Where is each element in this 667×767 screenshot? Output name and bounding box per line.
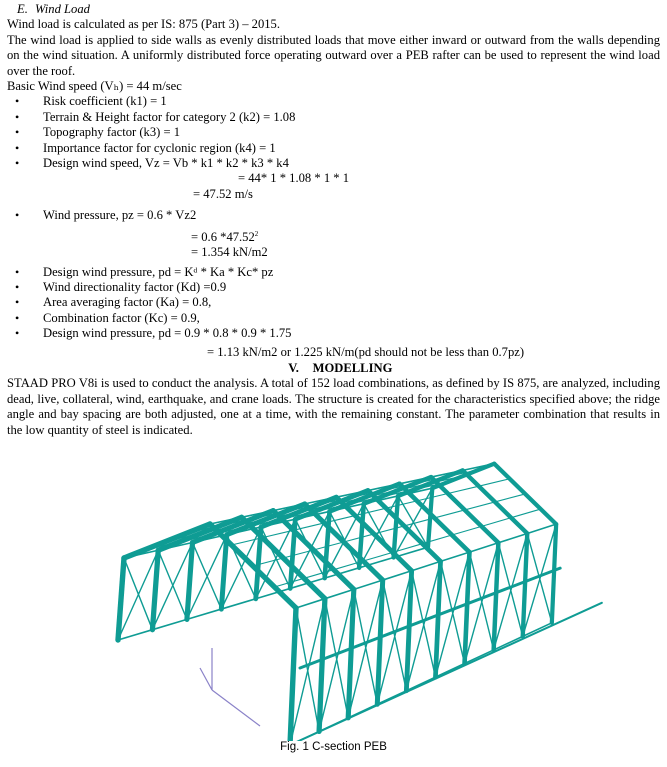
pressure-calc-text: = 0.6 *47.52 [191,229,255,244]
axis-triad [200,648,260,726]
list-item: • Importance factor for cyclonic region (k4) = 1 [7,141,660,156]
axis-x-line [212,690,260,726]
purlin [482,518,512,527]
figure-caption: Fig. 1 C-section PEB [280,741,387,753]
bracing [124,558,152,630]
purlin [469,543,498,552]
pressure-result-line: = 1.354 kN/m2 [191,245,268,260]
purlin [527,524,556,533]
purlin [296,599,325,608]
bracing [296,608,319,731]
list-item: • Area averaging factor (Ka) = 0.8, [7,295,660,310]
purlin [498,533,527,542]
list-item: • Design wind pressure, pd = 0.9 * 0.8 * 0.9 * 1.75 [7,326,660,341]
peb-structure-figure [100,458,610,741]
purlin [118,630,152,640]
purlin [152,619,186,629]
purlin [434,510,464,518]
purlin [325,589,354,598]
wind-speed-factors-list [7,94,660,171]
purlin [465,650,494,664]
purlin [494,636,523,650]
pressure-calc-line [7,230,660,245]
section-letter: E. [17,2,28,16]
purlin [511,509,541,518]
purlin [221,599,255,609]
speed-result-line: = 47.52 m/s [193,186,253,201]
list-item: • Wind pressure, pz = 0.6 * Vz2 [7,208,660,223]
basic-wind-speed: Basic Wind speed (Vₕ) = 44 m/sec [7,79,182,94]
list-item: • Combination factor (Kc) = 0.9, [7,311,660,326]
wind-load-standard: Wind load is calculated as per IS: 875 (Part 3) – 2015. [7,17,280,32]
purlin [383,571,412,580]
speed-calc-line: = 44* 1 * 1.08 * 1 * 1 [238,171,350,186]
purlin [412,561,441,570]
axis-z-line [200,668,212,690]
section-heading-wind-load [17,2,660,17]
section-title: MODELLING [312,360,393,375]
list-item: • Risk coefficient (k1) = 1 [7,94,660,109]
purlin [406,677,435,691]
pressure-exponent: 2 [254,229,259,238]
section-heading-modelling [7,361,660,376]
purlin [495,494,525,502]
purlin [523,623,552,637]
section-number: V. [288,360,299,375]
purlin [452,526,482,535]
purlin [187,609,221,619]
list-item: • Terrain & Height factor for category 2 (k2) = 1.08 [7,110,660,125]
list-item: • Design wind speed, Vz = Vb * k1 * k2 * k3 * k4 [7,156,660,171]
purlin [479,479,510,486]
list-item: • Design wind pressure, pd = Kᵈ * Ka * Kc* pz [7,265,660,280]
pressure-list [7,208,660,223]
list-item: • Topography factor (k3) = 1 [7,125,660,140]
purlin [465,502,495,510]
purlin [441,552,470,561]
list-item: • Wind directionality factor (Kd) =0.9 [7,280,660,295]
steel-frames [118,464,602,741]
column-right [552,524,556,623]
design-pressure-result: = 1.13 kN/m2 or 1.225 kN/m(pd should not be less than 0.7pz) [207,344,525,359]
wind-load-description: The wind load is applied to side walls as evenly distributed loads that move either inward or outward from the walls depending on the wind situation. A uniformly distributed force operating outward over a PEB rafter can be used to represent the wind load over the roof. [7,32,660,78]
modelling-paragraph: STAAD PRO V8i is used to conduct the analysis. A total of 152 load combinations, as defined by IS 875, are analyzed, including dead, live, collateral, wind, earthquake, and crane loads. The structure is created for the characteristics specified above; the ridge angle and bay spacing are both adjusted, one at a time, with the remaining constant. The parameter combination that results in the low quantity of steel is indicated. [7,376,660,437]
purlin [354,580,383,589]
design-pressure-list [7,265,660,342]
section-title: Wind Load [35,2,90,16]
purlin [448,486,479,493]
purlin [435,664,464,678]
page-content [7,2,660,438]
